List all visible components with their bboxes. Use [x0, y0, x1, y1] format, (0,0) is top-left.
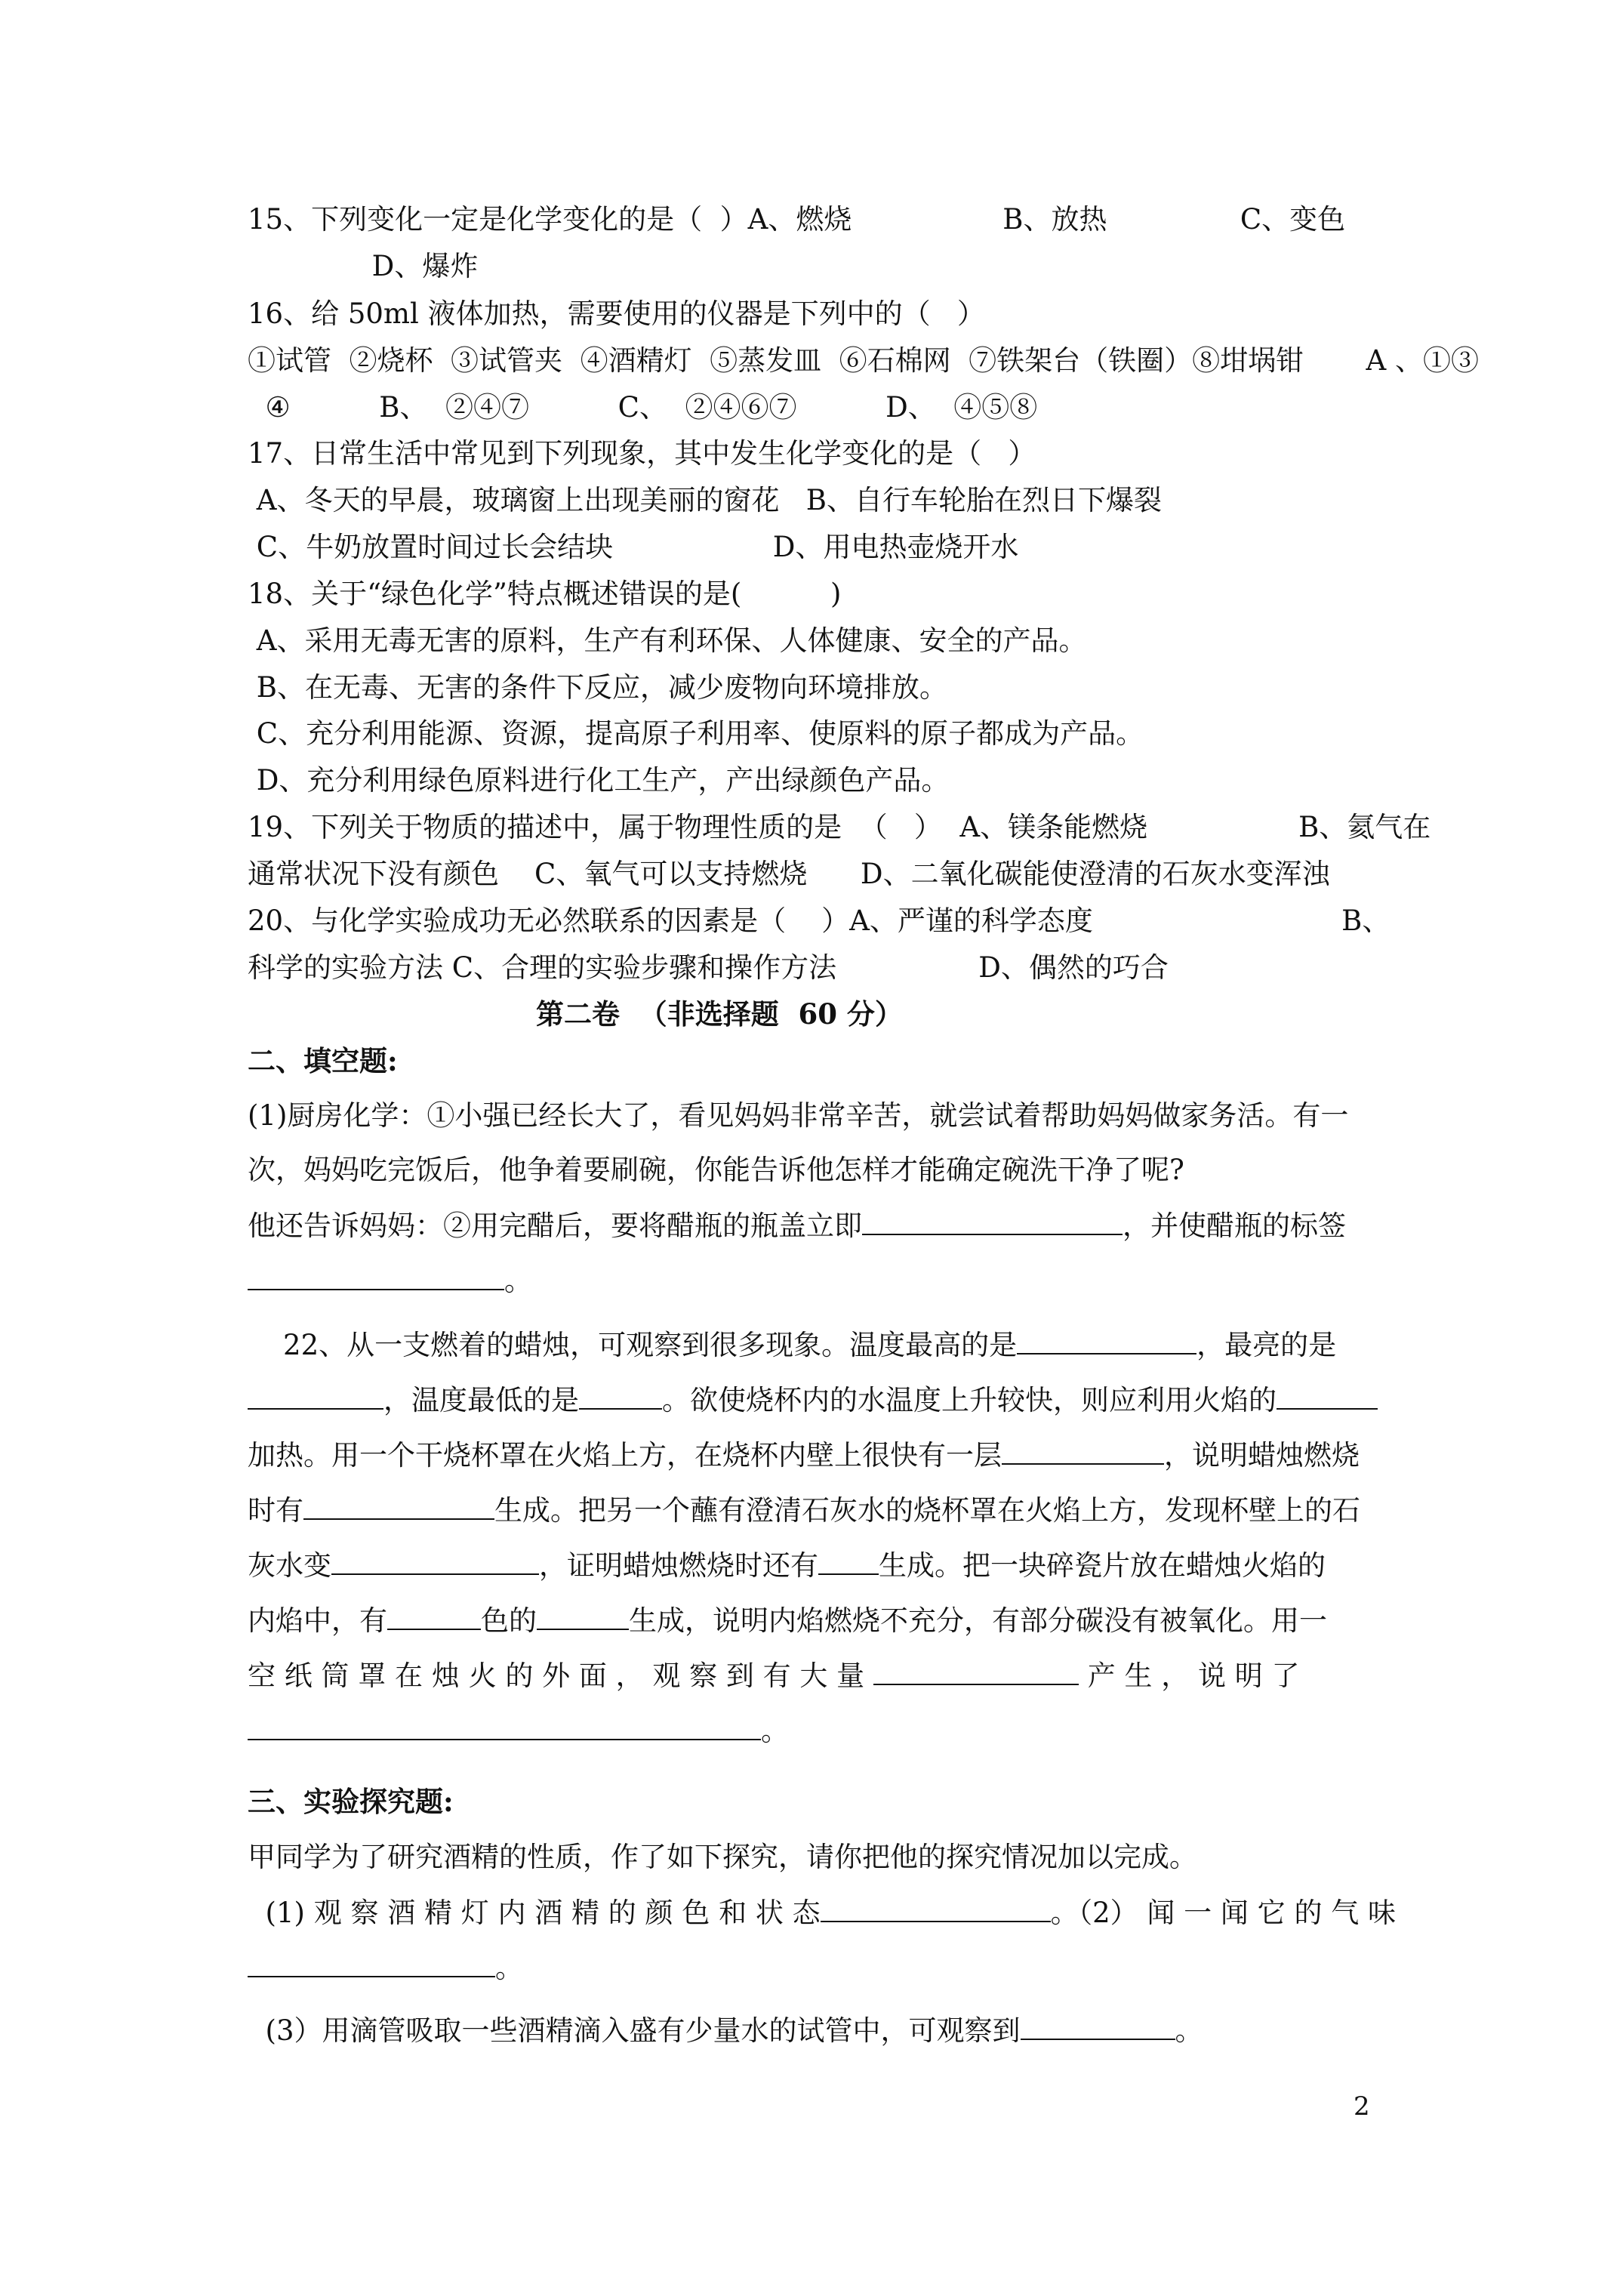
q22-text: 生成。把另一个蘸有澄清石灰水的烧杯罩在火焰上方，发现杯壁上的石: [494, 1494, 1360, 1527]
question-21-line-2: 次，妈妈吃完饭后，他争着要刷碗，你能告诉他怎样才能确定碗洗干净了呢?: [248, 1154, 1184, 1186]
q22-text: 时有: [248, 1494, 303, 1527]
question-19-line-1: 19、下列关于物质的描述中，属于物理性质的是 （ ） A、镁条能燃烧 B、氦气在: [248, 811, 1431, 843]
question-22-line-4: [248, 1493, 1404, 1528]
answer-blank: [862, 1208, 1123, 1235]
answer-blank: [1277, 1382, 1378, 1410]
answer-blank: [248, 1950, 495, 1977]
question-17-options-cd: C、牛奶放置时间过长会结块 D、用电热壶烧开水: [248, 531, 1019, 563]
experiment-text: 。（2） 闻 一 闻 它 的 气 味: [1050, 1897, 1396, 1929]
q22-text: 灰水变: [248, 1549, 331, 1582]
answer-blank: [1002, 1438, 1164, 1465]
experiment-text: (3）用滴管吸取一些酒精滴入盛有少量水的试管中，可观察到: [248, 2014, 1021, 2047]
experiment-step-1: [248, 1895, 1404, 1931]
experiment-text: (1) 观 察 酒 精 灯 内 酒 精 的 颜 色 和 状 态: [248, 1897, 821, 1929]
question-21-line-3: [248, 1208, 1404, 1244]
q22-text: 生成，说明内焰燃烧不充分，有部分碳没有被氧化。用一: [629, 1604, 1327, 1637]
q22-text: 。欲使烧杯内的水温度上升较快，则应利用火焰的: [662, 1384, 1277, 1416]
answer-blank: [537, 1603, 629, 1630]
question-22-line-8: [248, 1713, 1404, 1749]
question-18-option-b: B、在无毒、无害的条件下反应，减少废物向环境排放。: [248, 671, 947, 704]
question-22-line-3: [248, 1438, 1404, 1473]
experiment-text: 。: [495, 1952, 523, 1984]
answer-blank: [248, 1263, 504, 1290]
q22-text: 22、从一支燃着的蜡烛，可观察到很多现象。温度最高的是: [248, 1329, 1018, 1361]
question-17-options-ab: A、冬天的早晨，玻璃窗上出现美丽的窗花 B、自行车轮胎在烈日下爆裂: [248, 484, 1162, 516]
answer-blank: [387, 1603, 481, 1630]
question-17-stem: 17、日常生活中常见到下列现象，其中发生化学变化的是（ ）: [248, 437, 1036, 470]
experiment-step-2: [248, 1950, 1404, 1986]
question-15-line-2: D、爆炸: [248, 250, 479, 282]
question-22-line-7: [248, 1658, 1404, 1693]
answer-blank: [303, 1493, 494, 1520]
answer-blank: [331, 1548, 539, 1575]
question-22-line-2: [248, 1382, 1404, 1418]
q22-text: 加热。用一个干烧杯罩在火焰上方，在烧杯内壁上很快有一层: [248, 1439, 1002, 1472]
question-19-line-2: 通常状况下没有颜色 C、氧气可以支持燃烧 D、二氧化碳能使澄清的石灰水变浑浊: [248, 858, 1330, 890]
answer-blank: [248, 1382, 383, 1410]
answer-blank: [818, 1548, 879, 1575]
section-experiment-heading: 三、实验探究题:: [248, 1785, 454, 1818]
q21-text-b: ，并使醋瓶的标签: [1123, 1210, 1346, 1242]
page-number: 2: [1354, 2091, 1370, 2122]
question-22-line-5: [248, 1548, 1404, 1583]
question-18-stem: 18、关于“绿色化学”特点概述错误的是( ): [248, 578, 842, 610]
question-22-line-1: [248, 1327, 1404, 1363]
question-21-line-1: (1)厨房化学：①小强已经长大了，看见妈妈非常辛苦，就尝试着帮助妈妈做家务活。有一: [248, 1099, 1349, 1132]
experiment-text: 。: [1175, 2014, 1203, 2047]
question-16-line-3: ④ B、 ②④⑦ C、 ②④⑥⑦ D、 ④⑤⑧: [248, 391, 1038, 424]
question-22-line-6: [248, 1603, 1404, 1638]
q22-text: ，最亮的是: [1196, 1329, 1337, 1361]
question-16-line-1: 16、给 50ml 液体加热，需要使用的仪器是下列中的（ ）: [248, 297, 985, 330]
q22-text: 空 纸 筒 罩 在 烛 火 的 外 面 ， 观 察 到 有 大 量: [248, 1660, 865, 1692]
question-20-line-2: 科学的实验方法 C、合理的实验步骤和操作方法 D、偶然的巧合: [248, 951, 1169, 984]
answer-blank: [579, 1382, 662, 1410]
question-20-line-1: 20、与化学实验成功无必然联系的因素是（ ）A、严谨的科学态度 B、: [248, 905, 1390, 937]
answer-blank: [1017, 1327, 1196, 1354]
answer-blank: [873, 1658, 1079, 1685]
q22-text: ，证明蜡烛燃烧时还有: [539, 1549, 818, 1582]
section-fill-in-heading: 二、填空题:: [248, 1044, 398, 1077]
experiment-intro: 甲同学为了研究酒精的性质，作了如下探究，请你把他的探究情况加以完成。: [248, 1841, 1197, 1873]
q22-text: 生成。把一块碎瓷片放在蜡烛火焰的: [879, 1549, 1326, 1582]
q22-text: 色的: [481, 1604, 537, 1637]
part-two-title: 第二卷 （非选择题 60 分）: [536, 997, 903, 1031]
question-16-line-2: ①试管 ②烧杯 ③试管夹 ④酒精灯 ⑤蒸发皿 ⑥石棉网 ⑦铁架台（铁圈）⑧坩埚钳 A 、①③: [248, 344, 1479, 377]
q22-text: 内焰中，有: [248, 1604, 387, 1637]
answer-blank: [821, 1895, 1051, 1922]
q22-text: ，说明蜡烛燃烧: [1164, 1439, 1360, 1472]
answer-blank: [1021, 2013, 1175, 2040]
q22-text: 产 生 ， 说 明 了: [1087, 1660, 1300, 1692]
experiment-step-3: [248, 2013, 1404, 2048]
q22-text: ，温度最低的是: [383, 1384, 579, 1416]
q21-text-a: 他还告诉妈妈：②用完醋后，要将醋瓶的瓶盖立即: [248, 1210, 862, 1242]
q22-text: 。: [761, 1715, 789, 1747]
question-21-line-4: [248, 1263, 1404, 1299]
question-18-option-c: C、充分利用能源、资源，提高原子利用率、使原料的原子都成为产品。: [248, 717, 1144, 750]
question-18-option-a: A、采用无毒无害的原料，生产有利环保、人体健康、安全的产品。: [248, 624, 1087, 657]
question-18-option-d: D、充分利用绿色原料进行化工生产，产出绿颜色产品。: [248, 764, 950, 797]
q21-period: 。: [504, 1265, 532, 1297]
question-15-line-1: 15、下列变化一定是化学变化的是（ ）A、燃烧 B、放热 C、变色: [248, 203, 1346, 236]
answer-blank: [248, 1713, 761, 1740]
